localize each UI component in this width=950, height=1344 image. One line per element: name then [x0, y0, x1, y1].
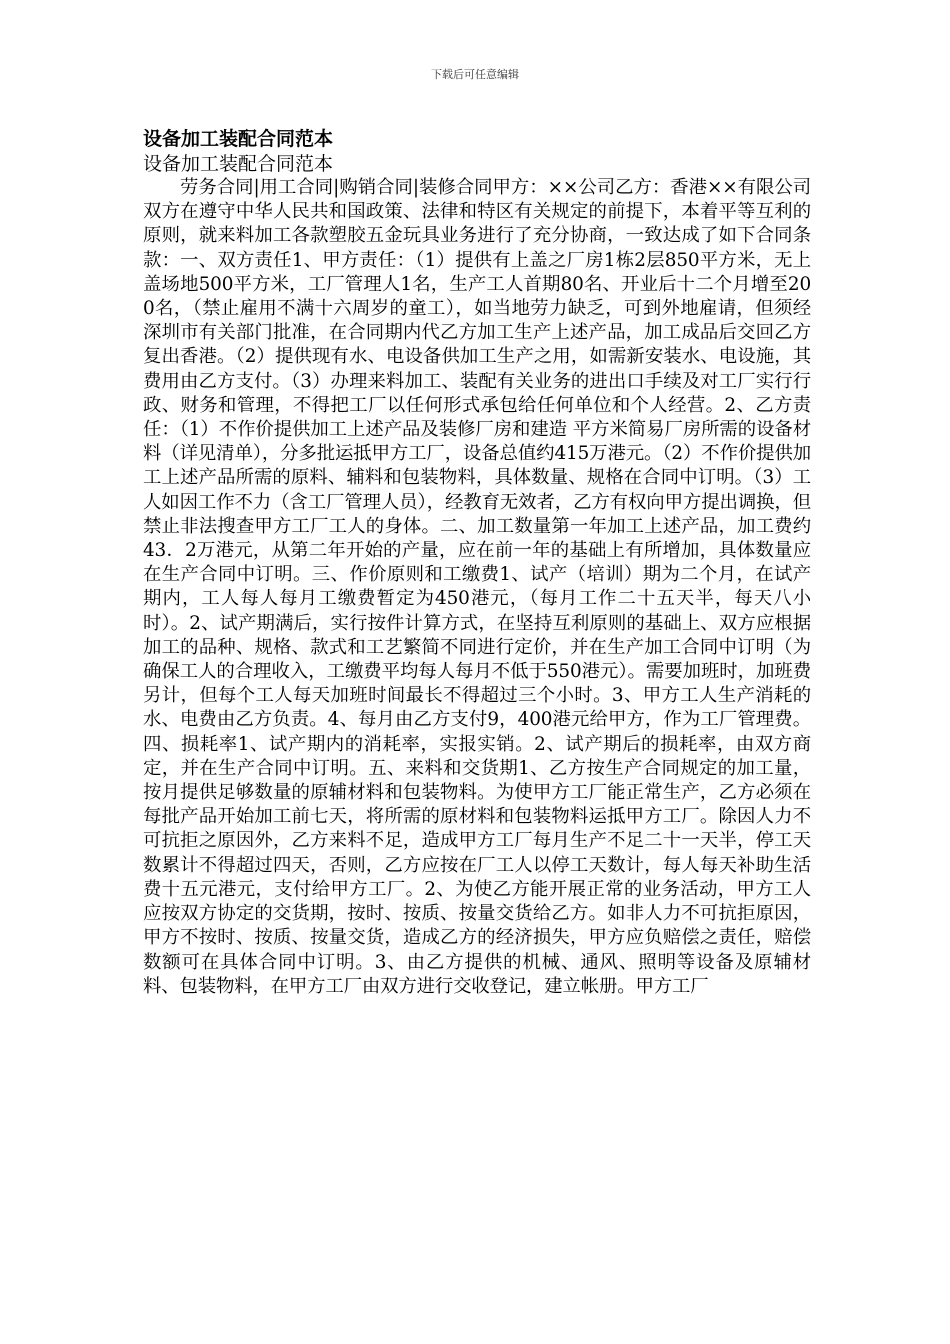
document-content [143, 126, 811, 999]
document-title: 设备加工装配合同范本 [143, 128, 334, 150]
page-header-note: 下载后可任意编辑 [431, 68, 519, 81]
document-subtitle: 设备加工装配合同范本 [143, 153, 334, 175]
document-body-paragraph: 劳务合同|用工合同|购销合同|装修合同甲方：××公司乙方：香港××有限公司双方在遵守中华人民共和国政策、法律和特区有关规定的前提下，本着平等互利的原则，就来料加工各款塑胶五金玩具业务进行了充分协商，一致达成了如下合同条款：一、双方责任1、甲方责任：（1）提供有上盖之厂房1栋2层850平方米，无上盖场地500平方米，工厂管理人1名，生产工人首期80名、开业后十二个月增至200名，（禁止雇用不满十六周岁的童工），如当地劳力缺乏，可到外地雇请，但须经深圳市有关部门批准，在合同期内代乙方加工生产上述产品，加工成品后交回乙方复出香港。（2）提供现有水、电设备供加工生产之用，如需新安装水、电设施，其费用由乙方支付。（3）办理来料加工、装配有关业务的进出口手续及对工厂实行行政、财务和管理，不得把工厂以任何形式承包给任何单位和个人经营。2、乙方责任：（1）不作价提供加工上述产品及装修厂房和建造 平方米简易厂房所需的设备材料（详见清单），分多批运抵甲方工厂，设备总值约415万港元。（2）不作价提供加工上述产品所需的原料、辅料和包装物料，具体数量、规格在合同中订明。（3）工人如因工作不力（含工厂管理人员），经教育无效者，乙方有权向甲方提出调换，但禁止非法搜查甲方工厂工人的身体。二、加工数量第一年加工上述产品，加工费约43．2万港元，从第二年开始的产量，应在前一年的基础上有所增加，具体数量应在生产合同中订明。三、作价原则和工缴费1、试产（培训）期为二个月，在试产期内，工人每人每月工缴费暂定为450港元，（每月工作二十五天半，每天八小时）。2、试产期满后，实行按件计算方式，在坚持互利原则的基础上、双方应根据加工的品种、规格、款式和工艺繁简不同进行定价，并在生产加工合同中订明（为确保工人的合理收入，工缴费平均每人每月不低于550港元）。需要加班时，加班费另计，但每个工人每天加班时间最长不得超过三个小时。3、甲方工人生产消耗的水、电费由乙方负责。4、每月由乙方支付9，400港元给甲方，作为工厂管理费。四、损耗率1、试产期内的消耗率，实报实销。2、试产期后的损耗率，由双方商定，并在生产合同中订明。五、来料和交货期1、乙方按生产合同规定的加工量，按月提供足够数量的原辅材料和包装物料。为使甲方工厂能正常生产，乙方必须在每批产品开始加工前七天，将所需的原材料和包装物料运抵甲方工厂。除因人力不可抗拒之原因外，乙方来料不足，造成甲方工厂每月生产不足二十一天半，停工天数累计不得超过四天，否则，乙方应按在厂工人以停工天数计，每人每天补助生活费十五元港元，支付给甲方工厂。2、为使乙方能开展正常的业务活动，甲方工人应按双方协定的交货期，按时、按质、按量交货给乙方。如非人力不可抗拒原因，甲方不按时、按质、按量交货，造成乙方的经济损失，甲方应负赔偿之责任，赔偿数额可在具体合同中订明。3、由乙方提供的机械、通风、照明等设备及原辅材料、包装物料，在甲方工厂由双方进行交收登记，建立帐册。甲方工厂 [143, 177, 811, 997]
